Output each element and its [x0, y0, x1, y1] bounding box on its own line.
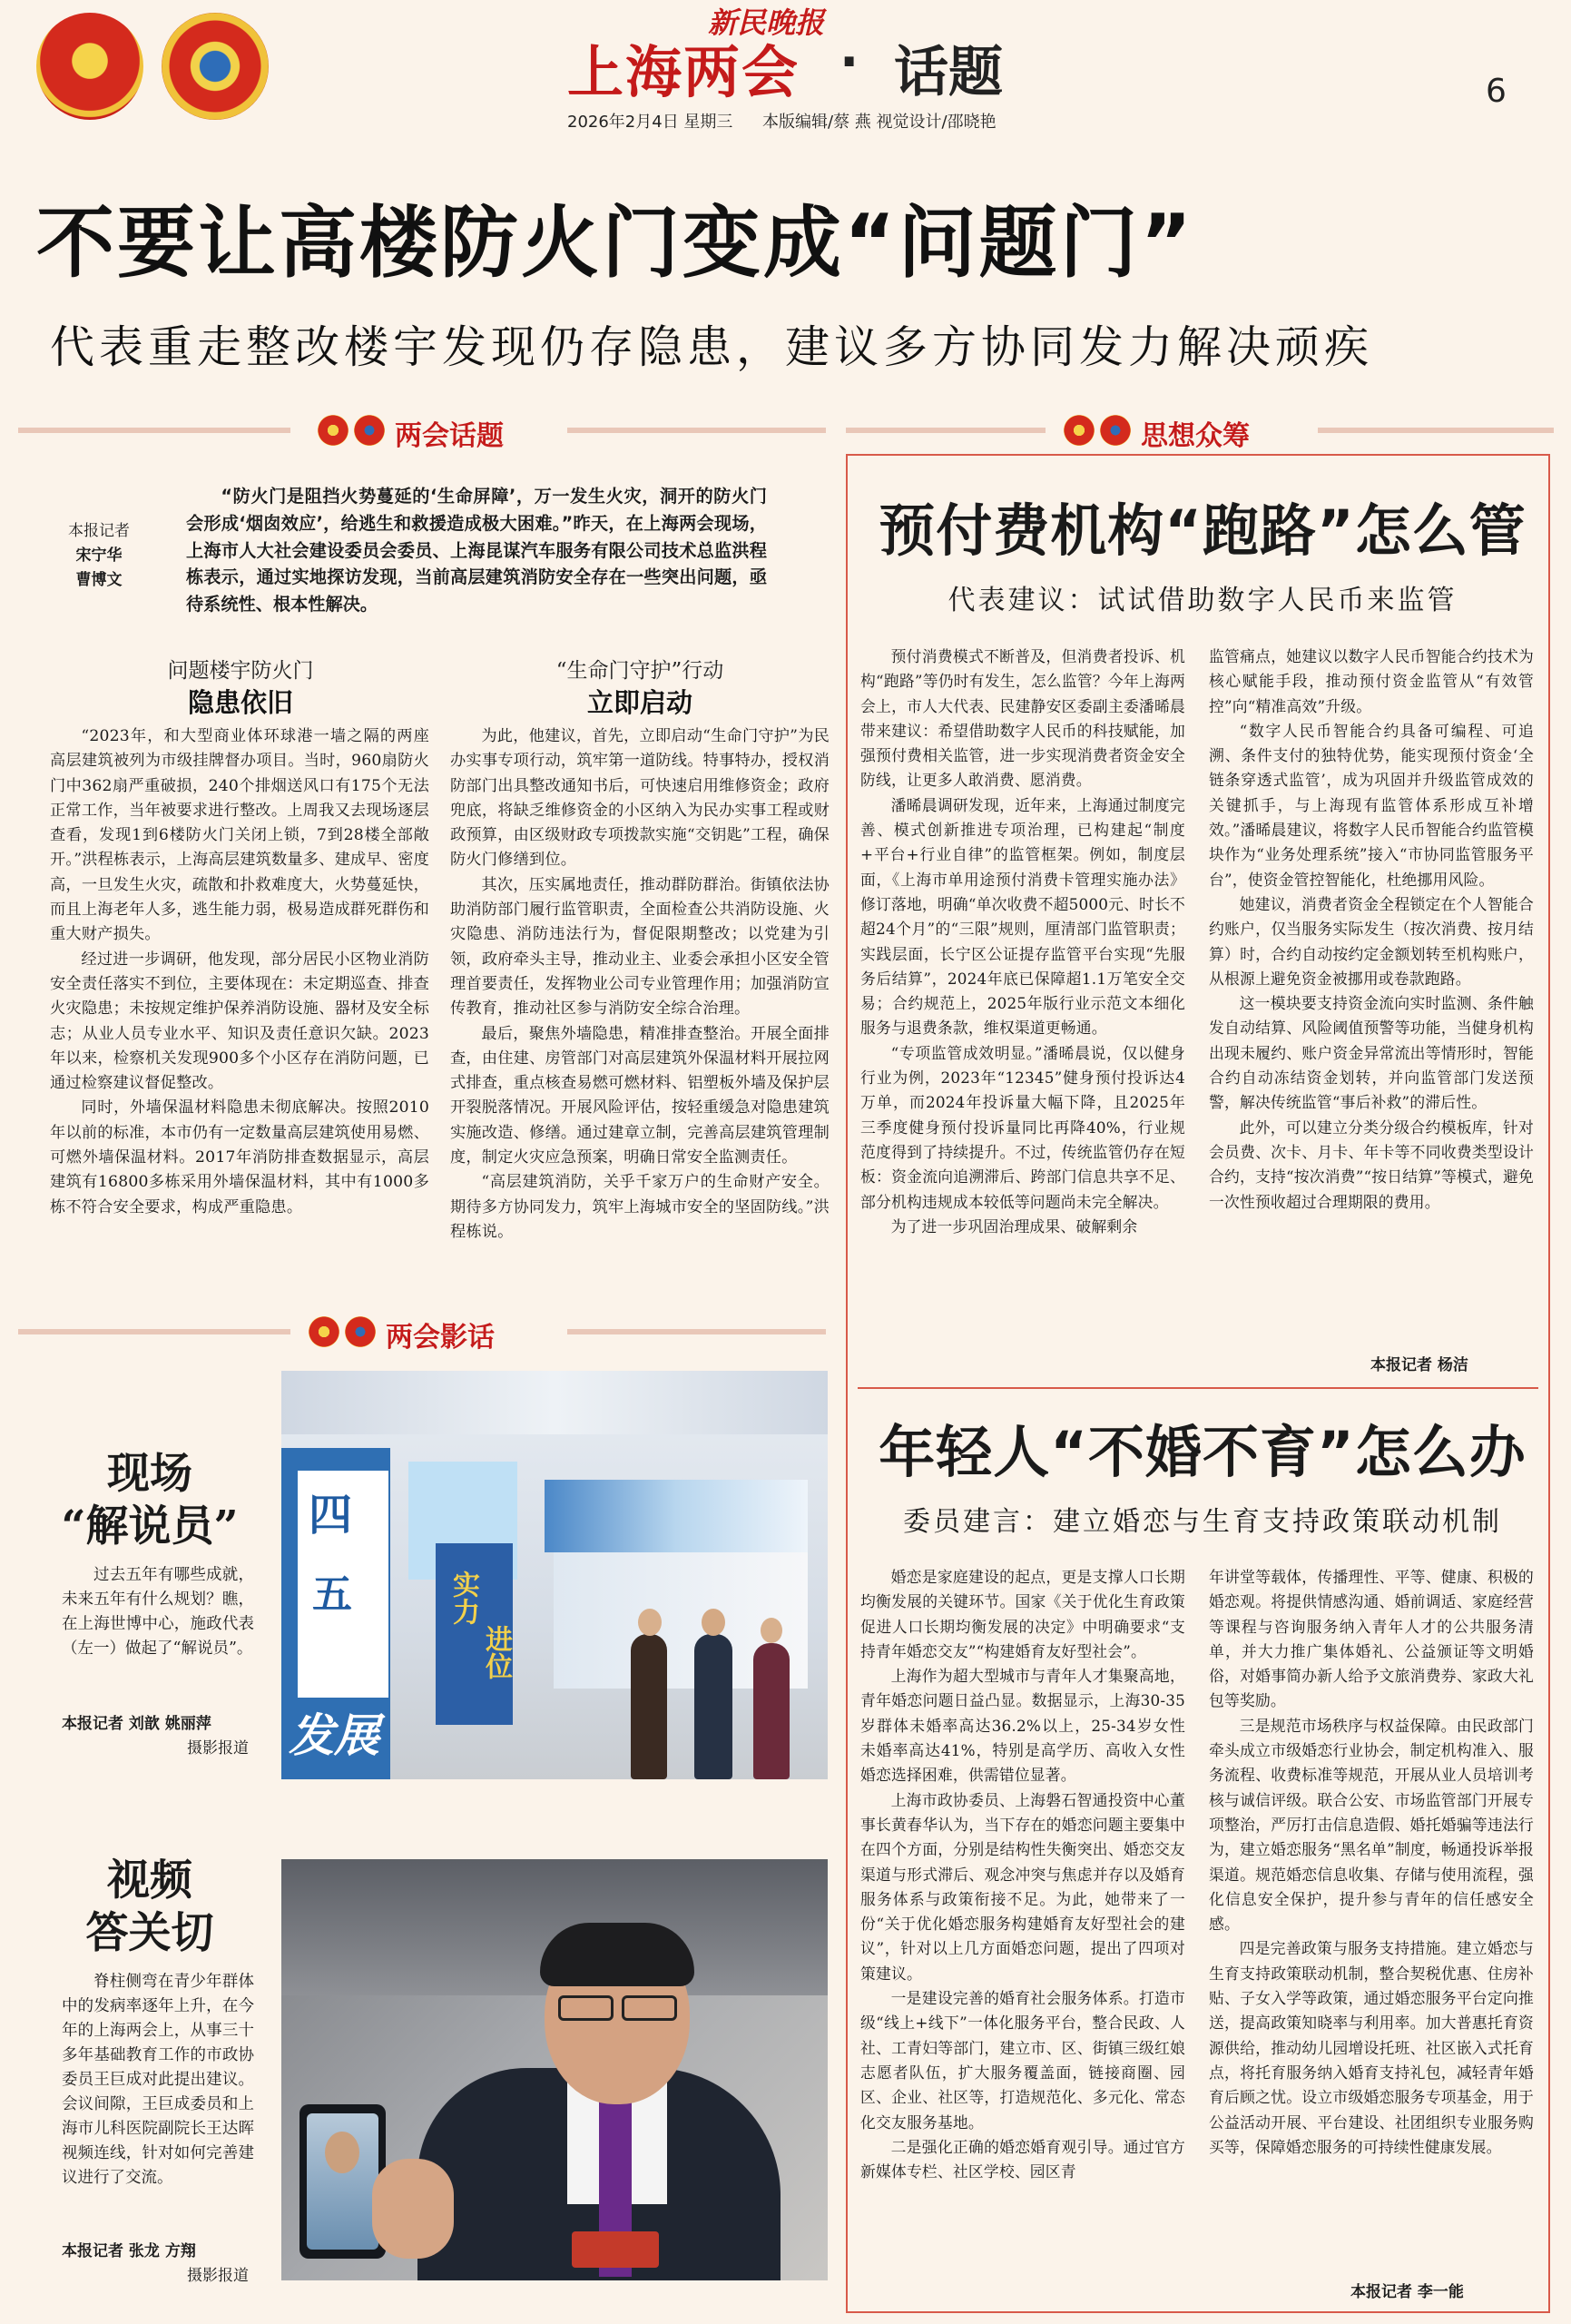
article1-column-2: 为此，他建议，首先，立即启动“生命门守护”为民办实事专项行动，筑牢第一道防线。特事特办，授权消防部门出具整改通知书后，可快速启用维修资金；政府兜底，将缺乏维修资金的小区纳入为民办实事工程或财政预算，由区级财政专项拨款实施“交钥匙”工程，确保防火门修缮到位。 其次，压实属地责任，推动群防群治。街镇依法协助消防部门履行监管职责，全面检查公共消防设施、火灾隐患、消防违法行为，督促限期整改；以党建为引领，政府牵头主导，推动业主、业委会承担小区安全管理首要责任，发挥物业公司专业管理作用；加强消防宣传教育，推动社区参与消防安全综合治理。 最后，聚焦外墙隐患，精准排查整治。开展全面排查，由住建、房管部门对高层建筑外保温材料开展拉网式排查，重点核查易燃可燃材料、铝塑板外墙及保护层开裂脱落情况。开展风险评估，按轻重缓急对隐患建筑实施改造、修缮。通过建章立制，完善高层建筑管理制度，制定火灾应急预案，明确日常安全监测责任。 “高层建筑消防，关乎千家万户的生命财产安全。期待多方协同发力，筑牢上海城市安全的坚固防线。”洪程栋说。: [450, 727, 830, 1241]
photo-sign-text: 五: [312, 1571, 352, 1618]
national-emblem-icon: [36, 13, 143, 120]
photo-sign-text: 四: [309, 1490, 353, 1541]
cppcc-emblem-icon: [162, 13, 269, 120]
section-topic: 话题: [894, 41, 1003, 104]
article3-reporter: 本报记者 李一能: [1350, 2283, 1464, 2301]
section-dot: ·: [840, 33, 859, 92]
subhead: 隐患依旧: [187, 687, 293, 718]
article2-column-2: 监管痛点，她建议以数字人民币智能合约技术为核心赋能手段，推动预付资金监管从“有效管控”向“精准高效”升级。 “数字人民币智能合约具备可编程、可追溯、条件支付的独特优势，能实现预付资金‘全链条穿透式监管’，成为巩固并升级监管成效的关键抓手，与上海现有监管体系形成互补增效。”潘晞晨建议，将数字人民币智能合约监管模块作为“业务处理系统”接入“市协同监管服务平台”，使资金管控智能化，杜绝挪用风险。 她建议，消费者资金全程锁定在个人智能合约账户，仅当服务实际发生（按次消费、按月结算）时，合约自动按约定金额划转至机构账户，从根源上避免资金被挪用或卷款跑路。 这一模块要支持资金流向实时监测、条件触发自动结算、风险阈值预警等功能，当健身机构出现未履约、账户资金异常流出等情形时，智能合约自动冻结资金划转，并向监管部门发送预警，解决传统监管“事后补救”的滞后性。 此外，可以建立分类分级合约模板库，针对会员费、次卡、月卡、年卡等不同收费类型设计合约，支持“按次消费”“按日结算”等模式，避免一次性预收超过合理期限的费用。: [1209, 647, 1534, 1211]
photo-video-call: [281, 1859, 828, 2280]
article2-subtitle: 代表建议：试试借助数字人民币来监管: [948, 585, 1458, 616]
section-label-lianghui-yinghua: 两会影话: [18, 1305, 826, 1358]
article3-subtitle: 委员建言：建立婚恋与生育支持政策联动机制: [903, 1506, 1502, 1538]
cppcc-emblem-icon: [354, 415, 385, 446]
article3-column-1: 婚恋是家庭建设的起点，更是支撑人口长期均衡发展的关键环节。国家《关于优化生育政策促进人口长期均衡发展的决定》中明确要求“支持青年婚恋交友”“构建婚育友好型社会”。 上海作为超大型城市与青年人才集聚高地，青年婚恋问题日益凸显。数据显示，上海30-35岁群体未婚率高达36.2%以上，25-34岁女性未婚率高达41%，特别是高学历、高收入女性婚恋选择困难，供需错位显著。 上海市政协委员、上海磐石智通投资中心董事长黄春华认为，当下存在的婚恋问题主要集中在四个方面，分别是结构性失衡突出、婚恋交友渠道与形式滞后、观念冲突与焦虑并存以及婚育服务体系与政策衔接不足。为此，她带来了一份“关于优化婚恋服务构建婚育友好型社会的建议”，针对以上几方面婚恋问题，提出了四项对策建议。 一是建设完善的婚育社会服务体系。打造市级“线上+线下”一体化服务平台，整合民政、人社、工青妇等部门，建立市、区、街镇三级红娘志愿者队伍，扩大服务覆盖面，链接商圈、园区、企业、社区等，打造规范化、多元化、常态化交友服务基地。 二是强化正确的婚恋婚育观引导。通过官方新媒体专栏、社区学校、园区青: [860, 1568, 1185, 2181]
page-number: 6: [1486, 73, 1507, 110]
subhead: 立即启动: [586, 687, 692, 718]
gallery-item2-title: 视频 答关切: [85, 1856, 214, 1958]
gallery-item2-caption: 脊柱侧弯在青少年群体中的发病率逐年上升，在今年的上海两会上，从事三十多年基础教育工作的市政协委员王巨成对此提出建议。会议间隙，王巨成委员和上海市儿科医院副院长王达晖视频连线，针对如何完善建议进行了交流。: [62, 1973, 254, 2187]
reporter-name: 宋宁华: [75, 547, 123, 565]
gallery-item1-title: 现场 “解说员”: [61, 1449, 239, 1551]
national-emblem-icon: [318, 415, 349, 446]
photo-sign-text: 实力: [447, 1571, 479, 1625]
article2-title: 预付费机构“跑路”怎么管: [879, 497, 1527, 564]
section-label-sixiang-zhongchou: 思想众筹: [846, 404, 1554, 457]
article2-column-1: 预付消费模式不断普及，但消费者投诉、机构“跑路”等仍时有发生，怎么监管？今年上海两会上，市人大代表、民建静安区委副主委潘晞晨带来建议：希望借助数字人民币的科技赋能，加强预付费相关监管，进一步实现消费者资金安全防线，让更多人敢消费、愿消费。 潘晞晨调研发现，近年来，上海通过制度完善、模式创新推进专项治理，已构建起“制度+平台+行业自律”的监管框架。例如，制度层面，《上海市单用途预付消费卡管理实施办法》修订落地，明确“单次收费不超5000元、时长不超24个月”的“三限”规则，厘清部门监管职责；实践层面，长宁区公证提存监管平台实现“先服务后结算”，2024年底已保障超1.1万笔安全交易；合约规范上，2025年版行业示范文本细化服务与退费条款，维权渠道更畅通。 “专项监管成效明显。”潘晞晨说，仅以健身行业为例，2023年“12345”健身预付投诉达4万单，而2024年投诉量大幅下降，且2025年三季度健身预付投诉量同比再降40%，行业规范度得到了持续提升。不过，传统监管仍存在短板：资金流向追溯滞后、跨部门信息共享不足、部分机构违规成本较低等问题尚未完全解决。 为了进一步巩固治理成果、破解剩余: [860, 647, 1185, 1236]
subhead: “生命门守护”行动: [555, 659, 724, 683]
subhead: 问题楼宇防火门: [167, 659, 314, 683]
headline-title: 不要让高楼防火门变成“问题门”: [36, 198, 1195, 289]
photo-sign-text: 发展: [289, 1709, 379, 1762]
editor-line: 本版编辑/蔡 燕 视觉设计/邵晓艳: [762, 113, 997, 132]
article1-column-1: “2023年，和大型商业体环球港一墙之隔的两座高层建筑被列为市级挂牌督办项目。当时，960扇防火门中362扇严重破损，240个排烟送风口有175个无法正常工作，当年被要求进行整改。上周我又去现场逐层查看，发现1到6楼防火门关闭上锁，7到28楼全部敞开。”洪程栋表示，上海高层建筑数量多、建成早、密度高，一旦发生火灾，疏散和扑救难度大，火势蔓延快，而且上海老年人多，逃生能力弱，极易造成群死群伤和重大财产损失。 经过进一步调研，他发现，部分居民小区物业消防安全责任落实不到位，主要体现在：未定期巡查、排查火灾隐患；未按规定维护保养消防设施、器材及安全标志；从业人员专业水平、知识及责任意识欠缺。2023年以来，检察机关发现900多个小区存在消防问题，已通过检察建议督促整改。 同时，外墙保温材料隐患未彻底解决。按照2010年以前的标准，本市仍有一定数量高层建筑使用易燃、可燃外墙保温材料。2017年消防排查数据显示，高层建筑有16800多栋采用外墙保温材料，其中有1000多栋不符合安全要求，构成严重隐患。: [50, 727, 429, 1216]
photo-credit: 本报记者 张龙 方翔 摄影报道: [62, 2242, 249, 2285]
national-emblem-icon: [309, 1316, 339, 1347]
photo-sign-text: 进位: [480, 1625, 512, 1679]
photo-expo-center-exhibition: [281, 1371, 828, 1779]
cppcc-emblem-icon: [1100, 415, 1131, 446]
article2-reporter: 本报记者 杨洁: [1370, 1356, 1468, 1374]
section-label-lianghui-huati: 两会话题: [18, 404, 826, 457]
gallery-item1-caption: 过去五年有哪些成就，未来五年有什么规划？瞧，在上海世博中心，施政代表（左一）做起了“解说员”。: [62, 1566, 254, 1658]
national-emblem-icon: [1064, 415, 1095, 446]
article3-title: 年轻人“不婚不育”怎么办: [879, 1419, 1527, 1485]
headline-subtitle: 代表重走整改楼宇发现仍存隐患，建议多方协同发力解决顽疾: [50, 321, 1374, 373]
cppcc-emblem-icon: [345, 1316, 376, 1347]
reporter-name: 曹博文: [75, 571, 123, 589]
section-title: 上海两会: [567, 39, 800, 105]
date-line: 2026年2月4日 星期三: [567, 113, 733, 132]
photo-credit: 本报记者 刘歆 姚丽萍 摄影报道: [62, 1715, 249, 1758]
article3-column-2: 年讲堂等载体，传播理性、平等、健康、积极的婚恋观。将提供情感沟通、婚前调适、家庭经营等课程与咨询服务纳入青年人才的公共服务清单，并大力推广集体婚礼、公益颁证等文明婚俗，对婚事简办新人给予文旅消费券、家政大礼包等奖励。 三是规范市场秩序与权益保障。由民政部门牵头成立市级婚恋行业协会，制定机构准入、服务流程、收费标准等规范，开展从业人员培训考核与诚信评级。联合公安、市场监管部门开展专项整治，严厉打击信息造假、婚托婚骗等违法行为，建立婚恋服务“黑名单”制度，畅通投诉举报渠道。规范婚恋信息收集、存储与使用流程，强化信息安全保护，提升参与青年的信任感安全感。 四是完善政策与服务支持措施。建立婚恋与生育支持政策联动机制，整合契税优惠、住房补贴、子女入学等政策，通过婚恋服务平台定向推送，提高政策知晓率与利用率。加大普惠托育资源供给，推动幼儿园增设托班、社区嵌入式托育点，将托育服务纳入婚育支持礼包，减轻青年婚育后顾之忧。设立市级婚恋服务专项基金，用于公益活动开展、平台建设、社团组织专业服务购买等，保障婚恋服务的可持续性健康发展。: [1209, 1568, 1534, 2156]
article1-byline: [58, 519, 140, 593]
article1-lead: “防火门是阻挡火势蔓延的‘生命屏障’，万一发生火灾，洞开的防火门会形成‘烟囱效应’，给逃生和救援造成极大困难。”昨天，在上海两会现场，上海市人大社会建设委员会委员、上海昆谋汽车服务有限公司技术总监洪程栋表示，通过实地探访发现，当前高层建筑消防安全存在一些突出问题，亟待系统性、根本性解决。: [186, 486, 767, 615]
reporter-label: 本报记者: [68, 522, 130, 540]
divider: [858, 1387, 1538, 1389]
paper-name: 新民晚报: [708, 5, 825, 40]
